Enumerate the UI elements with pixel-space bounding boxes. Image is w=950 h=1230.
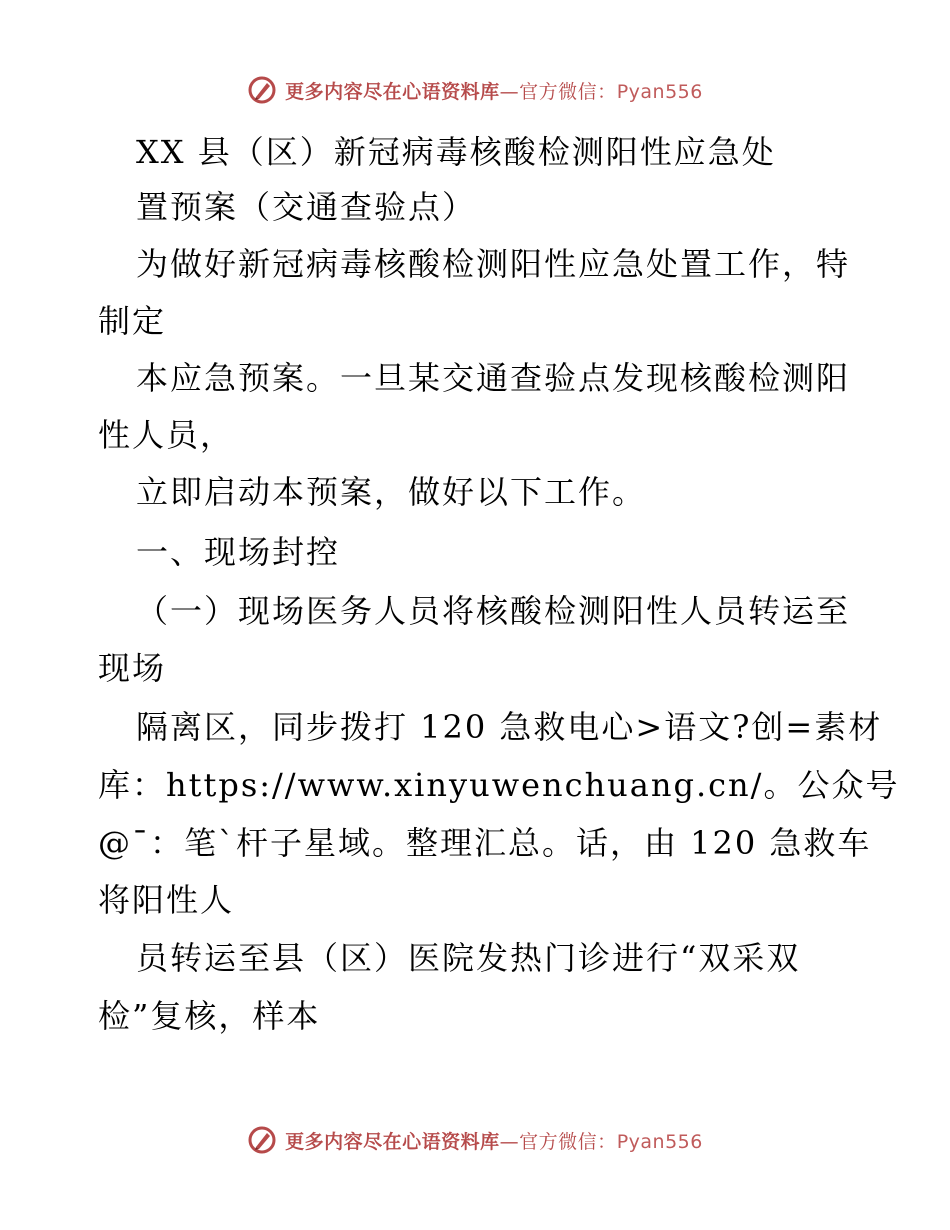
header-banner-text (285, 77, 703, 104)
footer-banner-content (247, 1125, 703, 1155)
pen-logo-icon (247, 1125, 277, 1155)
doc-line-16: 检”复核，样本 (98, 997, 321, 1035)
header-banner-content (247, 75, 703, 105)
doc-line-10: 现场 (98, 649, 167, 687)
doc-line-8: 一、现场封控 (136, 533, 341, 571)
header-dash: — (499, 80, 520, 103)
footer-brand-text: 更多内容尽在心语资料库 (285, 1130, 500, 1153)
footer-banner (0, 1120, 950, 1160)
header-banner (0, 70, 950, 110)
doc-line-9: （一）现场医务人员将核酸检测阳性人员转运至 (136, 592, 851, 630)
header-handle: Pyan556 (616, 80, 703, 103)
doc-line-7: 立即启动本预案，做好以下工作。 (136, 473, 647, 511)
doc-line-6: 性人员， (98, 416, 235, 454)
doc-line-2: 置预案（交通查验点） (136, 188, 477, 226)
footer-banner-text (285, 1127, 703, 1154)
doc-line-1: XX 县（区）新冠病毒核酸检测阳性应急处 (136, 133, 776, 171)
doc-line-5: 本应急预案。一旦某交通查验点发现核酸检测阳 (136, 359, 851, 397)
footer-dash: — (499, 1130, 520, 1153)
pen-logo-icon (247, 75, 277, 105)
doc-line-13: @¯：笔`杆子星域。整理汇总。话，由 120 急救车 (98, 824, 872, 862)
header-official-label: 官方微信： (519, 80, 617, 103)
doc-line-4: 制定 (98, 302, 167, 340)
footer-official-label: 官方微信： (519, 1130, 617, 1153)
doc-line-12: 库：https://www.xinyuwenchuang.cn/。公众号 (98, 766, 900, 804)
footer-handle: Pyan556 (616, 1130, 703, 1153)
doc-line-15: 员转运至县（区）医院发热门诊进行“双采双 (136, 939, 801, 977)
header-brand-text: 更多内容尽在心语资料库 (285, 80, 500, 103)
doc-line-11: 隔离区，同步拨打 120 急救电心>语文?创=素材 (136, 708, 883, 746)
doc-line-3: 为做好新冠病毒核酸检测阳性应急处置工作，特 (136, 245, 851, 283)
doc-line-14: 将阳性人 (98, 881, 235, 919)
